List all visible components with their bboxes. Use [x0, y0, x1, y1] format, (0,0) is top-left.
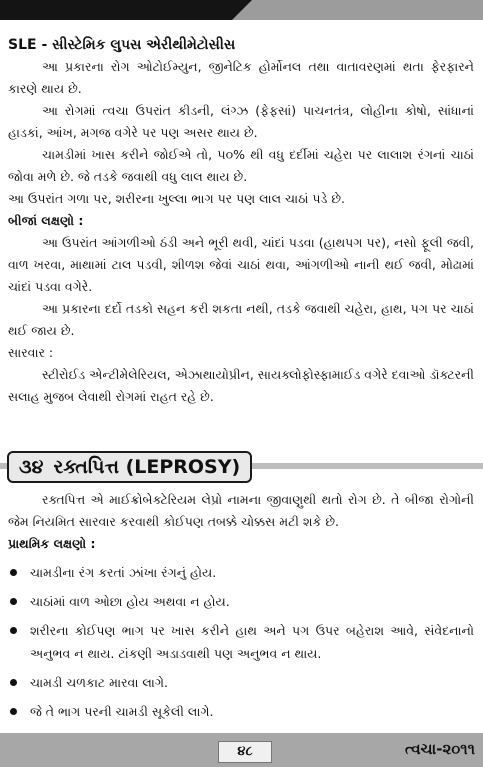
page-number: ૪૮ — [218, 741, 272, 763]
section-title: રક્તપિત્ત (LEPROSY) — [53, 456, 241, 478]
list-item — [8, 619, 474, 665]
bullet-icon — [10, 598, 17, 605]
top-notch-shape — [232, 0, 252, 20]
primary-symptoms-heading: પ્રાથમિક લક્ષણો : — [8, 536, 96, 551]
treatment-paragraph: સ્ટીરોઈડ એન્ટીમેલેરિયલ, એઝાથાયોપ્રીન, સાયક્લોફોસ્ફામાઈડ વગેરે દવાઓ ડૉક્ટરની સલાહ મુજબ લેવાથી રોગમાં રાહત રહે છે. — [8, 367, 474, 404]
list-item — [8, 700, 474, 723]
intro-paragraph-1: આ પ્રકારના રોગ ઓટોઈમ્યુન, જીનેટિક હોર્મોનલ તથા વાતાવરણમાં થતા ફેરફારને કારણે થાય છે. — [8, 59, 474, 96]
list-item-text: ચાઠાંમાં વાળ ઓછા હોય અથવા ન હોય. — [30, 594, 230, 609]
list-item — [8, 671, 474, 694]
intro-paragraph-4: આ ઉપરાંત ગળા પર, શરીરના ખુલ્લા ભાગ પર પણ લાલ ચાઠાં પડે છે. — [8, 191, 345, 206]
list-item — [8, 561, 474, 584]
running-title: ત્વચા-૨૦૧૧ — [404, 740, 475, 758]
section-header-band — [0, 449, 483, 485]
intro-paragraph-3: ચામડીમાં ખાસ કરીને જોઈએ તો, ૫૦% થી વધુ દર્દીમાં ચહેરા પર લાલાશ રંગનાં ચાઠાં જોવા મળે છે. જે તડકે જવાથી વધુ લાલ થાય છે. — [8, 147, 474, 184]
list-item-text: ચામડી ચળકાટ મારવા લાગે. — [30, 675, 168, 690]
leprosy-intro: રક્તપિત્ત એ માઈક્રોબેક્ટેરિયમ લેપ્રો નામના જીવાણુથી થતો રોગ છે. તે બીજા રોગોની જેમ નિયમિત સારવાર કરવાથી કોઈપણ તબક્કે ચોક્કસ મટી શકે છે. — [8, 492, 474, 529]
page-heading: SLE - સીસ્ટેમિક લુપસ એરીથીમેટોસીસ — [8, 37, 236, 53]
page-footer — [0, 733, 483, 767]
primary-symptoms-list — [8, 561, 474, 723]
main-content — [8, 34, 474, 408]
list-item-text: જે તે ભાગ પરની ચામડી સૂકેલી લાગે. — [30, 704, 214, 719]
other-symptoms-paragraph-2: આ પ્રકારના દર્દો તડકો સહન કરી શકતા નથી, તડકે જવાથી ચહેરા, હાથ, પગ પર ચાઠાં થઈ જાય છે. — [8, 301, 474, 338]
section-title-box — [7, 451, 252, 483]
other-symptoms-heading: બીજાં લક્ષણો : — [8, 213, 84, 228]
top-black-strip — [0, 0, 232, 20]
leprosy-section — [8, 489, 474, 729]
other-symptoms-paragraph-1: આ ઉપરાંત આંગળીઓ ઠંડી અને ભૂરી થવી, ચાંદાં પડવા (હાથપગ પર), નસો ફૂલી જવી, વાળ ખરવા, માથામાં ટાલ પડવી, શીળશ જેવાં ચાઠાં થવા, આંગળીઓ નાની થઈ જવી, મોઢામાં ચાંદાં પડવા વગેરે. — [8, 235, 474, 294]
treatment-heading: સારવાર : — [8, 345, 54, 360]
list-item — [8, 590, 474, 613]
bullet-icon — [10, 569, 17, 576]
bullet-icon — [10, 708, 17, 715]
list-item-text: શરીરના કોઈપણ ભાગ પર ખાસ કરીને હાથ અને પગ ઉપર બહેરાશ આવે, સંવેદનાનો અનુભવ ન થાય. ટાંકણી અડાડવાથી પણ અનુભવ ન થાય. — [30, 623, 474, 661]
section-number: ૩૪ — [19, 456, 44, 478]
bullet-icon — [10, 627, 17, 634]
top-decorative-band — [0, 0, 483, 20]
bullet-icon — [10, 679, 17, 686]
intro-paragraph-2: આ રોગમાં ત્વચા ઉપરાંત કીડની, લંગ્ઝ (ફેફસાં) પાચનતંત્ર, લોહીના કોષો, સાંધાનાં હાડકાં, આંખ, મગજ વગેરે પર પણ અસર થાય છે. — [8, 103, 474, 140]
list-item-text: ચામડીના રંગ કરતાં ઝાંખા રંગનું હોય. — [30, 565, 217, 580]
